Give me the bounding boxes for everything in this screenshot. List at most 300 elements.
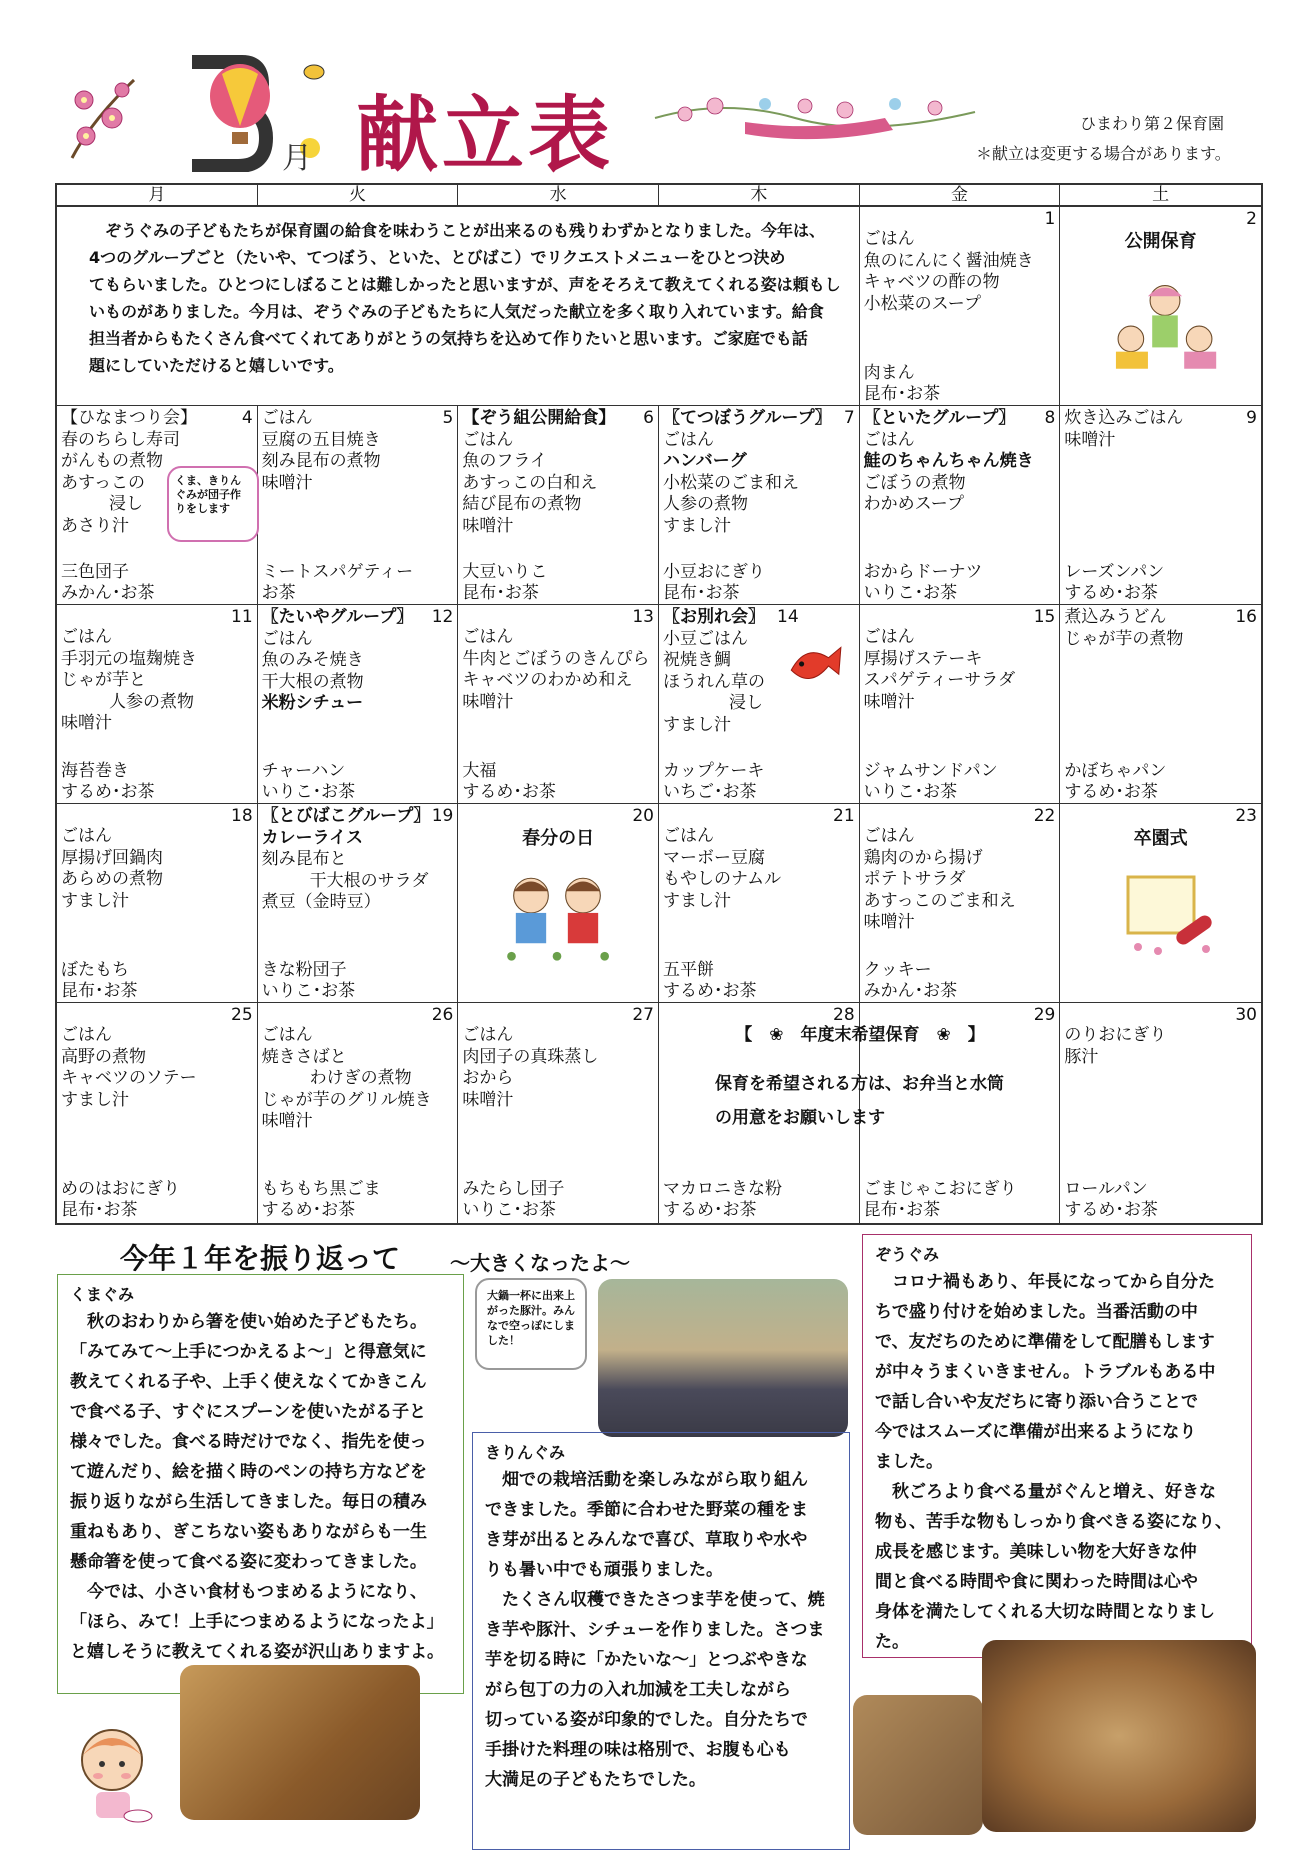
menu-item: キャベツのソテー [61,1068,197,1088]
notice-body: の用意をお願いします [715,1107,885,1128]
menu-item: 魚のフライ [462,451,547,471]
menu-item: 焼きさばと [261,1046,347,1067]
menu-item: 祝焼き鯛 [663,650,731,670]
menu-item: 煮豆（金時豆） [261,892,381,912]
intro-line: ぞうぐみの子どもたちが保育園の給食を味わうことが出来るのも残りわずかとなりました。今年は、 [105,221,826,240]
snack-item: きな粉団子 [261,960,347,980]
day-number: 28 [833,1005,855,1025]
menu-item: 厚揚げステーキ [863,648,983,669]
children-eating-photo [180,1665,420,1820]
children-illustration-icon [492,862,622,966]
event-label: 〖お別れ会〗 [663,607,765,627]
menu-item: ごはん [863,826,915,846]
weekday-header [57,185,1261,207]
menu-item: ハンバーグ [663,451,747,471]
menu-item: マーボー豆腐 [663,847,765,868]
snack-item: マカロニきな粉 [663,1179,782,1199]
text-line: き芋や豚汁、シチューを作りました。さつま [485,1620,825,1640]
menu-item: すまし汁 [663,515,731,536]
menu-item: 味噌汁 [462,1089,514,1110]
menu-item: 人参の煮物 [663,494,748,514]
day-cell [1060,1003,1261,1223]
event-label: 【ひなまつり会】 [61,408,197,428]
menu-item: 浸し [109,494,143,514]
menu-item: じゃが芋の煮物 [1064,628,1184,649]
menu-item: 味噌汁 [261,1111,313,1131]
menu-item: 味噌汁 [462,515,514,536]
snack-item: いちご･お茶 [663,782,757,802]
snack [57,960,257,1002]
menu-item: ごはん [863,627,915,647]
text-line: 重ねもあり、ぎこちない姿もありながらも一生 [70,1522,427,1542]
group-label: 〖てつぼうグループ〗 [663,408,832,428]
snack-item: 大福 [462,761,497,781]
menu-item: 人参の煮物 [109,691,194,712]
svg-text:月: 月 [282,141,312,172]
menu-item: すまし汁 [61,890,129,911]
kuma-class-box [57,1274,464,1694]
snack-item: みかん･お茶 [61,583,155,603]
menu-item: ごはん [863,429,915,450]
day-number: 8 [1044,408,1056,428]
text-line: たくさん収穫できたさつま芋を使って、焼 [485,1590,825,1610]
text-line: 教えてくれる子や、上手く使えなくてかきこん [70,1372,427,1392]
text-line: 「みてみて～上手につかえるよ～」と得意気に [70,1342,427,1362]
text-line: が中々うまくいきません。トラブルもある中 [875,1362,1216,1382]
snack [659,761,859,803]
intro-line: てもらいました。ひとつにしぼることは難しかったと思いますが、声をそろえて教えてくれる姿は頼もし [89,275,841,294]
menu-item: ほうれん草の [663,671,765,692]
text-line: 大満足の子どもたちでした。 [485,1770,706,1790]
children-eating-photo [853,1695,983,1835]
day-number: 25 [231,1005,253,1025]
text-line: 成長を感じます。美味しい物を大好きな仲 [875,1542,1197,1562]
menu-item: カレーライス [261,827,363,848]
text-line: て遊んだり、絵を描く時のペンの持ち方などを [70,1462,427,1482]
class-heading: くまぐみ [70,1285,135,1304]
group-label: 〖とびばこグループ〗 [261,806,431,826]
snack-item: もちもち黒ごま [261,1179,381,1199]
day-number: 9 [1246,408,1257,428]
menu-item: ごはん [863,229,915,249]
day-cell [57,605,258,803]
snack-item: ロールパン [1064,1179,1148,1199]
menu-item: わかめスープ [863,494,964,514]
zou-class-box [862,1234,1252,1658]
intro-line: いものがありました。今月は、ぞうぐみの子どもたちに人気だった献立を多く取り入れています。給食 [89,302,824,321]
snack-item: いりこ･お茶 [261,981,356,1001]
day-number: 18 [231,806,253,826]
menu-item: ごはん [663,429,714,450]
nursery-name: ひまわり第２保育園 [1080,114,1225,133]
menu-item: 味噌汁 [61,713,112,733]
snack-item: いりこ･お茶 [462,1200,556,1220]
snack-item: みたらし団子 [462,1179,565,1199]
snack-item: するめ･お茶 [61,782,155,802]
menu-item: ごはん [462,627,514,647]
text-line: 秋のおわりから箸を使い始めた子どもたち。 [70,1312,427,1332]
menu-item: 味噌汁 [863,691,915,712]
text-line: 間と食べる時間や食に関わった時間は心や [875,1572,1198,1592]
menu-item: 肉団子の真珠蒸し [462,1046,599,1067]
snack-item: するめ･お茶 [1064,1200,1158,1220]
menu-item: すまし汁 [61,1089,129,1110]
snack-item: みかん･お茶 [863,981,958,1001]
text-line: で食べる子、すぐにスプーンを使いたがる子と [70,1402,427,1422]
menu-item: 魚のにんにく醤油焼き [863,250,1034,271]
flower-ribbon-icon [645,88,985,142]
diploma-icon [1118,864,1218,960]
menu-item: キャベツのわかめ和え [462,670,633,690]
class-heading: きりんぐみ [485,1443,566,1462]
day-number: 30 [1235,1005,1257,1025]
day-number: 4 [241,408,253,428]
menu-item: 干大根のサラダ [309,870,429,891]
day-number: 11 [231,607,253,627]
intro-line: 担当者からもたくさん食べてくれてありがとうの気持ちを込めて作りたいと思います。ご家庭でも話 [89,329,808,348]
day-number: 13 [632,607,654,627]
day-cell [860,605,1061,803]
text-line: 今では、小さい食材もつまめるようになり、 [70,1582,427,1602]
menu-item: キャベツの酢の物 [863,272,1000,292]
snack-item: 昆布･お茶 [61,1200,138,1220]
text-line: がら包丁の力の入れ加減を工夫しながら [485,1680,791,1700]
children-eating-photo [982,1640,1256,1832]
snack-item: お茶 [261,583,296,603]
section-title: 今年１年を振り返って [120,1242,401,1275]
menu-item: ごはん [61,1025,112,1045]
day-cell [1060,804,1261,1002]
snack [258,562,458,604]
menu-item: 牛肉とごぼうのきんぴら [462,648,650,669]
snack-item: するめ･お茶 [1064,782,1158,802]
snack [860,960,1060,1002]
menu-item: 小松菜のスープ [863,293,981,314]
day-number: 7 [843,408,855,428]
snack-item: めのはおにぎり [61,1179,180,1199]
snack [57,562,257,604]
snack [860,1179,1060,1223]
menu-item: ポテトサラダ [863,869,966,889]
snack-item: ごまじゃこおにぎり [863,1179,1017,1199]
snack [258,1179,458,1223]
intro-line: 題にしていただけると嬉しいです。 [89,356,344,375]
menu-item: じゃが芋のグリル焼き [261,1089,432,1110]
menu-item: 手羽元の塩麹焼き [61,648,197,669]
event-label: 【ぞう組公開給食】 [462,408,616,428]
snack-item: ミートスパゲティー [261,562,414,582]
speech-bubble: くま、きりんぐみが団子作りをします [167,466,259,542]
girl-illustration-icon [72,1720,158,1830]
menu-item: スパゲティーサラダ [863,670,1016,690]
menu-item: ごはん [61,826,112,846]
day-cell [458,1003,659,1223]
menu-item: 米粉シチュー [261,693,364,713]
weekday-tue: 火 [258,185,459,205]
weekday-wed: 水 [458,185,659,205]
menu-item: ごはん [61,627,112,647]
notice-body: 保育を希望される方は、お弁当と水筒 [715,1073,1004,1094]
text-line: た。 [875,1632,909,1652]
weekday-sat: 土 [1152,185,1170,205]
day-cell [860,804,1061,1002]
day-cell [860,207,1061,405]
day-cell [1060,605,1261,803]
snack-item: レーズンパン [1064,562,1165,582]
weekday-mon: 月 [57,185,258,205]
snack-item: するめ･お茶 [462,782,556,802]
children-photo [598,1279,848,1437]
text-line: ちで盛り付けを始めました。当番活動の中 [875,1302,1198,1322]
menu-item: ごはん [261,1025,313,1045]
menu-item: 味噌汁 [261,472,313,493]
text-line: できました。季節に合わせた野菜の種をま [485,1500,808,1520]
snack-item: おからドーナツ [863,562,983,582]
snack-item: 小豆おにぎり [663,562,765,582]
menu-item: あらめの煮物 [61,869,163,889]
kirin-class-box [472,1432,850,1850]
day-cell [860,406,1061,604]
menu-item: ごぼうの煮物 [863,472,966,493]
day-number: 23 [1235,806,1257,826]
menu-item: 鶏肉のから揚げ [863,847,983,868]
weekday-fri: 金 [860,185,1061,205]
text-line: 芋を切る時に「かたいな～」とつぶやきな [485,1650,808,1670]
day-cell [57,406,258,604]
month-three-balloon-icon [182,52,342,172]
snack-item: 昆布･お茶 [863,1200,941,1220]
snack [258,960,458,1002]
day-number: 12 [431,607,454,627]
day-number: 20 [632,806,654,826]
day-number: 1 [1044,209,1056,229]
menu-item: 豆腐の五目焼き [261,429,381,450]
text-line: 手掛けた料理の味は格別で、お腹も心も [485,1740,791,1760]
day-cell [258,1003,459,1223]
menu-item: 小豆ごはん [663,628,748,649]
day-number: 27 [632,1005,654,1025]
snack-item: するめ･お茶 [663,1200,757,1220]
snack [860,363,1060,405]
text-line: 畑での栽培活動を楽しみながら取り組ん [485,1470,808,1490]
snack-item: チャーハン [261,761,346,781]
menu-item: 高野の煮物 [61,1046,146,1067]
text-line: 切っている姿が印象的でした。自分たちで [485,1710,808,1730]
menu-item: 味噌汁 [462,691,514,712]
weekday-thu: 木 [659,185,860,205]
page-title: 献立表 [356,87,615,183]
day-cell [659,605,860,803]
day-number: 6 [643,408,654,428]
snack [659,960,859,1002]
text-line: ました。 [875,1452,943,1472]
day-cell [659,804,860,1002]
holiday-title: 春分の日 [522,828,595,849]
week-row-5 [57,1003,1261,1223]
menu-item: 煮込みうどん [1064,607,1167,627]
snack [458,761,658,803]
snack [57,761,257,803]
day-cell [258,406,459,604]
snack [659,562,859,604]
menu-item: すまし汁 [663,890,731,911]
week-row-2 [57,406,1261,605]
snack-item: 三色団子 [61,562,129,582]
notice-title: 【 ❀ 年度末希望保育 ❀ 】 [735,1025,985,1045]
menu-item: 結び昆布の煮物 [462,494,582,514]
day-number: 22 [1033,806,1056,826]
text-line: き芽が出るとみんなで喜び、草取りや水や [485,1530,808,1550]
day-cell [458,804,659,1002]
event-title: 卒園式 [1133,828,1188,849]
day-cell [57,804,258,1002]
text-line: で、友だちのために準備をして配膳もします [875,1332,1215,1352]
text-line: 身体を満たしてくれる大切な時間となりまし [875,1602,1215,1622]
snack-item: いりこ･お茶 [863,583,958,603]
event-title: 公開保育 [1124,231,1197,252]
menu-item: あすっこの白和え [462,472,598,493]
snack-item: かぼちゃパン [1064,761,1167,781]
menu-item: ごはん [261,628,313,649]
day-number: 26 [431,1005,454,1025]
snack-item: 海苔巻き [61,761,129,781]
menu-item: 炊き込みごはん [1064,408,1184,428]
menu-item: 浸し [729,693,763,713]
text-line: 振り返りながら生活してきました。毎日の積み [70,1492,427,1512]
day-number: 5 [442,408,454,428]
snack [458,562,658,604]
snack-item: 昆布･お茶 [863,384,941,404]
snack-item: 大豆いりこ [462,562,548,582]
group-label: 〖たいやグループ〗 [261,607,414,627]
day-cell [258,804,459,1002]
text-line: 「ほら、みて！上手につまめるようになったよ」 [70,1612,444,1632]
snack [659,1179,859,1223]
snack-item: いりこ･お茶 [863,782,958,802]
snack [860,562,1060,604]
day-cell [57,1003,258,1223]
day-number: 19 [431,806,454,826]
menu-item: 厚揚げ回鍋肉 [61,847,163,868]
menu-item: ごはん [261,408,313,428]
page-header [0,0,1315,183]
text-line: 様々でした。食べる時だけでなく、指先を使っ [70,1432,427,1452]
menu-item: 味噌汁 [1064,429,1116,450]
menu-item: ごはん [462,1025,514,1045]
week-row-3 [57,605,1261,804]
week-row-1 [57,207,1261,406]
sea-bream-icon [783,635,845,697]
day-number: 29 [1033,1005,1056,1025]
snack-item: ぼたもち [61,960,129,980]
menu-change-notice: ＊献立は変更する場合があります。 [976,144,1231,163]
snack [1060,1179,1261,1223]
snack-item: 昆布･お茶 [61,981,138,1001]
section-subtitle: ～大きくなったよ～ [450,1251,630,1275]
menu-item: がんもの煮物 [61,451,163,471]
day-number: 14 [777,607,799,627]
snack-item: カップケーキ [663,761,765,781]
menu-item: あすっこの [61,472,145,493]
text-line: 今ではスムーズに準備が出来るようになり [875,1422,1197,1442]
snack-item: 五平餅 [663,960,714,980]
class-heading: ぞうぐみ [875,1245,940,1264]
text-line: 秋ごろより食べる量がぐんと増え、好きな [875,1482,1217,1502]
menu-item: 豚汁 [1064,1046,1099,1067]
menu-item: じゃが芋と [61,670,146,690]
snack-item: するめ･お茶 [1064,583,1158,603]
day-number: 15 [1033,607,1056,627]
snack [860,761,1060,803]
menu-item: 刻み昆布と [261,849,347,869]
day-cell [1060,207,1261,405]
week-row-4 [57,804,1261,1003]
menu-item: 味噌汁 [863,912,915,932]
menu-item: すまし汁 [663,714,731,735]
menu-item: 干大根の煮物 [261,671,364,692]
intro-line: 4つのグループごと（たいや、てつぼう、といた、とびばこ）でリクエストメニューをひとつ決め [89,248,786,267]
snack [458,1179,658,1223]
snack-item: するめ･お茶 [663,981,757,1001]
intro-text [57,207,863,406]
day-number: 16 [1235,607,1257,627]
menu-item: のりおにぎり [1064,1025,1167,1045]
menu-item: あさり汁 [61,515,129,536]
children-illustration-icon [1100,277,1230,373]
menu-item: もやしのナムル [663,869,782,889]
snack-item: 昆布･お茶 [663,583,740,603]
menu-item: あすっこのごま和え [863,890,1016,911]
snack-item: いりこ･お茶 [261,782,356,802]
menu-item: 刻み昆布の煮物 [261,451,381,471]
day-cell [860,1003,1061,1223]
intro-cell [57,207,860,405]
menu-item: 小松菜のごま和え [663,472,799,493]
plum-blossom-icon [62,70,142,160]
snack-item: ジャムサンドパン [863,761,998,781]
menu-item: 鮭のちゃんちゃん焼き [863,451,1034,471]
text-line: で話し合いや友だちに寄り添い合うことで [875,1392,1198,1412]
menu-calendar [55,183,1263,1225]
snack [1060,761,1261,803]
day-cell [659,406,860,604]
snack-item: 肉まん [863,363,915,383]
day-cell [1060,406,1261,604]
day-number: 21 [833,806,855,826]
day-cell [458,406,659,604]
snack [258,761,458,803]
day-number: 2 [1246,209,1257,229]
text-line: コロナ禍もあり、年長になってから自分た [875,1272,1215,1292]
text-line: 物も、苦手な物もしっかり食べきる姿になり、 [875,1512,1232,1532]
day-cell [258,605,459,803]
snack-item: するめ･お茶 [261,1200,356,1220]
day-cell [458,605,659,803]
snack [57,1179,257,1223]
group-label: 〖といたグループ〗 [863,408,1016,428]
text-line: 懸命箸を使って食べる姿に変わってきました。 [70,1552,427,1572]
speech-bubble: 大鍋一杯に出来上がった豚汁。みんなで空っぽにしました！ [475,1278,587,1370]
text-line: と嬉しそうに教えてくれる姿が沢山ありますよ。 [70,1642,444,1662]
menu-item: 春のちらし寿司 [61,429,180,450]
snack-item: 昆布･お茶 [462,583,539,603]
menu-item: ごはん [663,826,714,846]
menu-item: おから [462,1068,514,1088]
snack-item: クッキー [863,960,932,980]
text-line: りも暑い中でも頑張りました。 [485,1560,723,1580]
snack [1060,562,1261,604]
menu-item: ごはん [462,429,514,450]
